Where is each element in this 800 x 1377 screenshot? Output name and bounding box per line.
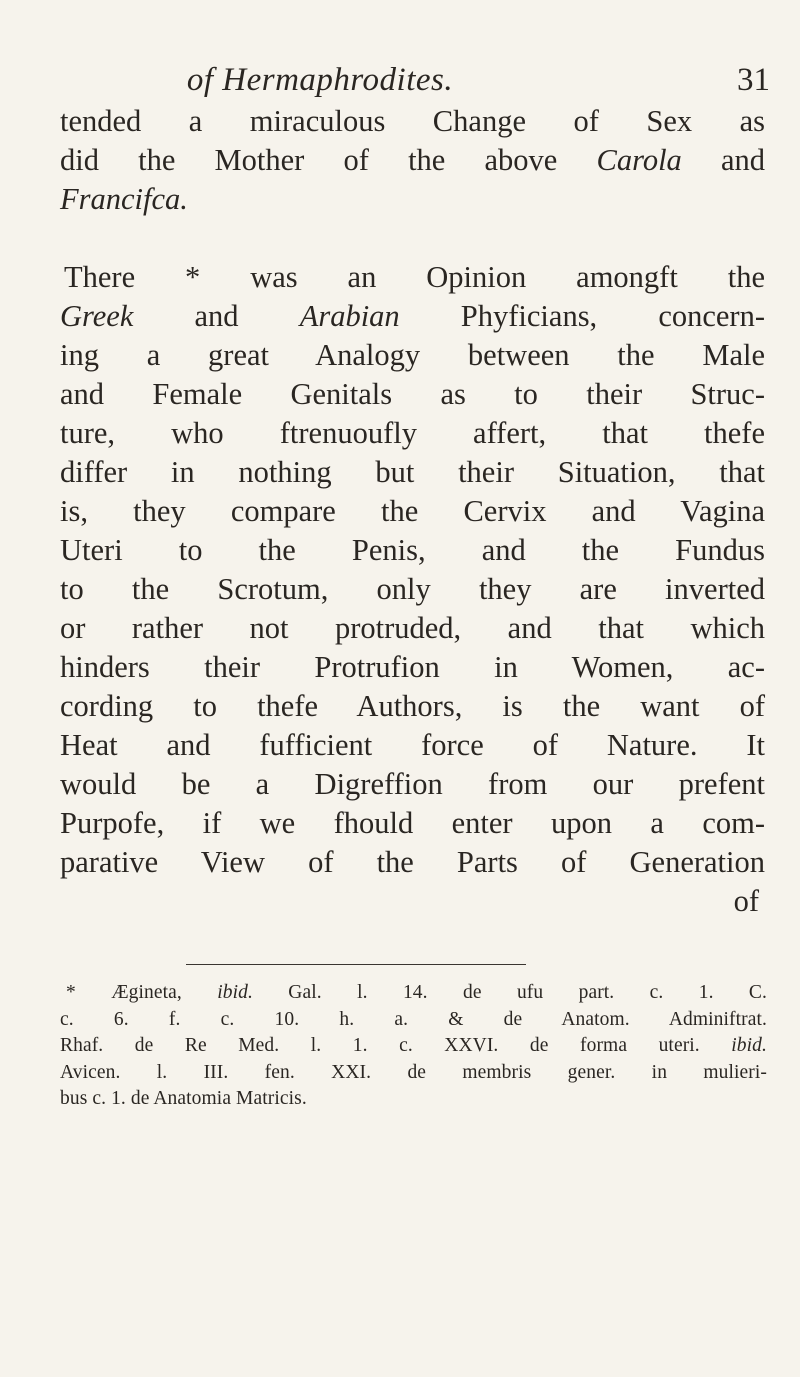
running-title: of Hermaphrodites. — [186, 62, 454, 98]
text-line: There * was an Opinion amongft the — [64, 260, 765, 294]
running-head — [0, 62, 800, 102]
text-line: hinders their Protrufion in Women, ac- — [60, 650, 765, 684]
text-line: Purpofe, if we fhould enter upon a com- — [60, 806, 765, 840]
text-line: Uteri to the Penis, and the Fundus — [60, 533, 765, 567]
text-line: would be a Digreffion from our prefent — [60, 767, 765, 801]
text-line: tended a miraculous Change of Sex as — [60, 104, 765, 138]
footnote-line: * Ægineta, ibid. Gal. l. 14. de ufu part. c. 1. C. — [66, 982, 767, 1003]
footnote-rule — [186, 964, 526, 965]
text-line: cording to thefe Authors, is the want of — [60, 689, 765, 723]
text-line: or rather not protruded, and that which — [60, 611, 765, 645]
footnote-line: bus c. 1. de Anatomia Matricis. — [60, 1088, 307, 1109]
italic-name: Carola — [596, 143, 682, 177]
text-line: did the Mother of the above Carola and — [60, 143, 765, 177]
page-number: 31 — [737, 62, 770, 98]
catchword: of — [733, 884, 759, 918]
text-line: Francifca. — [60, 182, 188, 216]
text-line: differ in nothing but their Situation, that — [60, 455, 765, 489]
footnote-line: Avicen. l. III. fen. XXI. de membris gener. in mulieri- — [60, 1061, 767, 1083]
text-line: ture, who ftrenuoufly affert, that thefe — [60, 416, 765, 450]
text-line: Greek and Arabian Phyficians, concern- — [60, 299, 765, 333]
text-line: is, they compare the Cervix and Vagina — [60, 494, 765, 528]
body-text — [60, 102, 765, 921]
footnote-line: c. 6. f. c. 10. h. a. & de Anatom. Adminiftrat. — [60, 1008, 767, 1030]
footnote — [60, 980, 767, 1113]
text-line: parative View of the Parts of Generation — [60, 845, 765, 879]
footnote-line: Rhaf. de Re Med. l. 1. c. XXVI. de forma uteri. ibid. — [60, 1035, 767, 1056]
text-line: ing a great Analogy between the Male — [60, 338, 765, 372]
text-line: Heat and fufficient force of Nature. It — [60, 728, 765, 762]
text-line: to the Scrotum, only they are inverted — [60, 572, 765, 606]
text-line: and Female Genitals as to their Struc- — [60, 377, 765, 411]
paragraph-gap — [60, 219, 765, 258]
